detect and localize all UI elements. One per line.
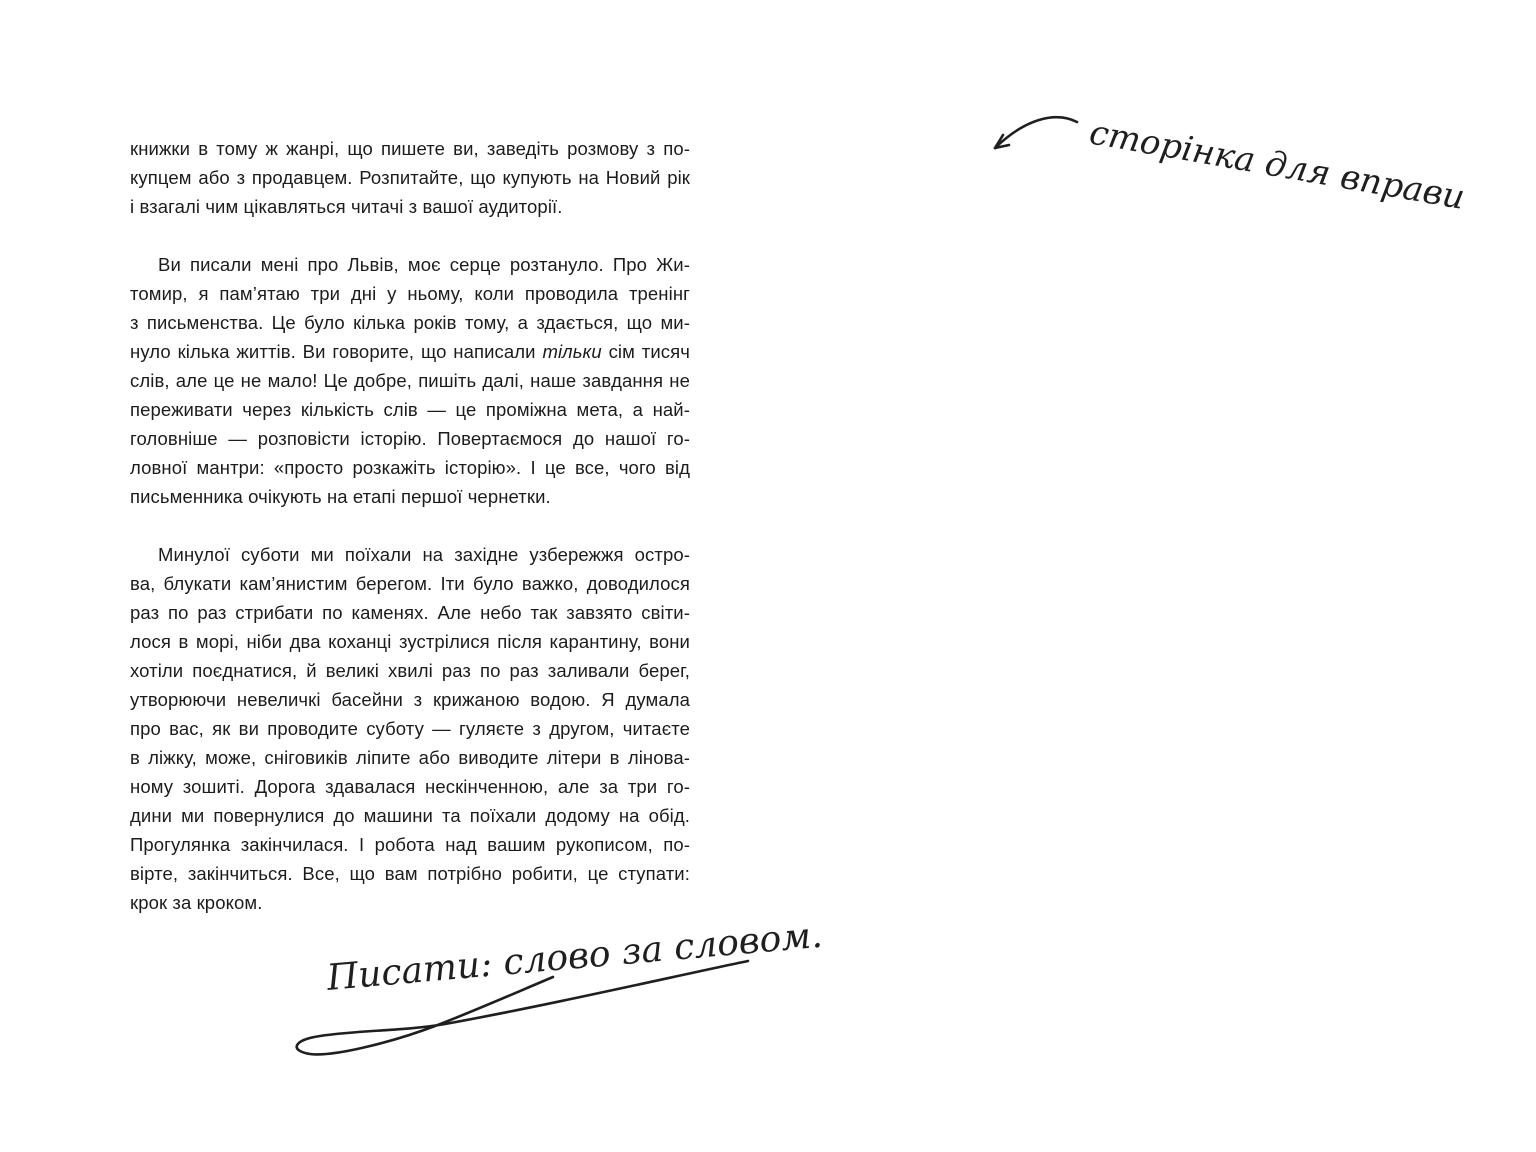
text-line: ва, блукати кам’янистим берегом. Іти було важко, доводилося bbox=[130, 573, 690, 594]
text-line: раз по раз стрибати по каменях. Але небо так завзято світи- bbox=[130, 602, 690, 623]
text-line: вірте, закінчиться. Все, що вам потрібно робити, це ступати: bbox=[130, 863, 690, 884]
text-line: переживати через кількість слів — це проміжна мета, а най- bbox=[130, 399, 690, 420]
text-line: нуло кілька життів. Ви говорите, що написали тільки сім тисяч bbox=[130, 341, 690, 362]
text-line: купцем або з продавцем. Розпитайте, що купують на Новий рік bbox=[130, 167, 690, 188]
handwritten-annotation-area bbox=[1070, 95, 1470, 235]
text-line: Минулої суботи ми поїхали на західне узбережжя остро- bbox=[158, 544, 690, 565]
text-line: книжки в тому ж жанрі, що пишете ви, заведіть розмову з по- bbox=[130, 138, 690, 159]
text-line: утворюючи невеличкі басейни з крижаною водою. Я думала bbox=[130, 689, 690, 710]
text-line: ному зошиті. Дорога здавалася нескінченною, але за три го- bbox=[130, 776, 690, 797]
text-line: про вас, як ви проводите суботу — гуляєте з другом, читаєте bbox=[130, 718, 690, 739]
text-line: крок за кроком. bbox=[130, 892, 263, 913]
text-line: слів, але це не мало! Це добре, пишіть далі, наше завдання не bbox=[130, 370, 690, 391]
text-line: лося в морі, ніби два коханці зустрілися після карантину, вони bbox=[130, 631, 690, 652]
exercise-annotation: сторінка для вправи bbox=[1086, 112, 1468, 218]
text-line: і взагалі чим цікавляться читачі з вашої аудиторії. bbox=[130, 196, 563, 217]
paragraph bbox=[130, 540, 690, 917]
paragraph bbox=[130, 250, 690, 511]
text-line: дини ми повернулися до машини та поїхали додому на обід. bbox=[130, 805, 690, 826]
left-page-text bbox=[130, 134, 690, 917]
paragraph bbox=[130, 134, 690, 221]
text-line: з письменства. Це було кілька років тому, а здається, що ми- bbox=[130, 312, 690, 333]
text-line: Ви писали мені про Львів, моє серце розтануло. Про Жи- bbox=[158, 254, 690, 275]
text-line: Прогулянка закінчилася. І робота над вашим рукописом, по- bbox=[130, 834, 690, 855]
text-line: письменника очікують на етапі першої чернетки. bbox=[130, 486, 551, 507]
text-line: хотіли поєднатися, й великі хвилі раз по раз заливали берег, bbox=[130, 660, 690, 681]
handwritten-signature-area bbox=[280, 880, 825, 1100]
text-line: ловної мантри: «просто розкажіть історію». І це все, чого від bbox=[130, 457, 690, 478]
handwritten-note: Писати: слово за словом. bbox=[325, 914, 825, 999]
text-line: головніше — розповісти історію. Повертаємося до нашої го- bbox=[130, 428, 690, 449]
text-line: в ліжку, може, сніговиків ліпите або виводите літери в лінова- bbox=[130, 747, 690, 768]
text-line: томир, я пам’ятаю три дні у ньому, коли проводила тренінг bbox=[130, 283, 690, 304]
